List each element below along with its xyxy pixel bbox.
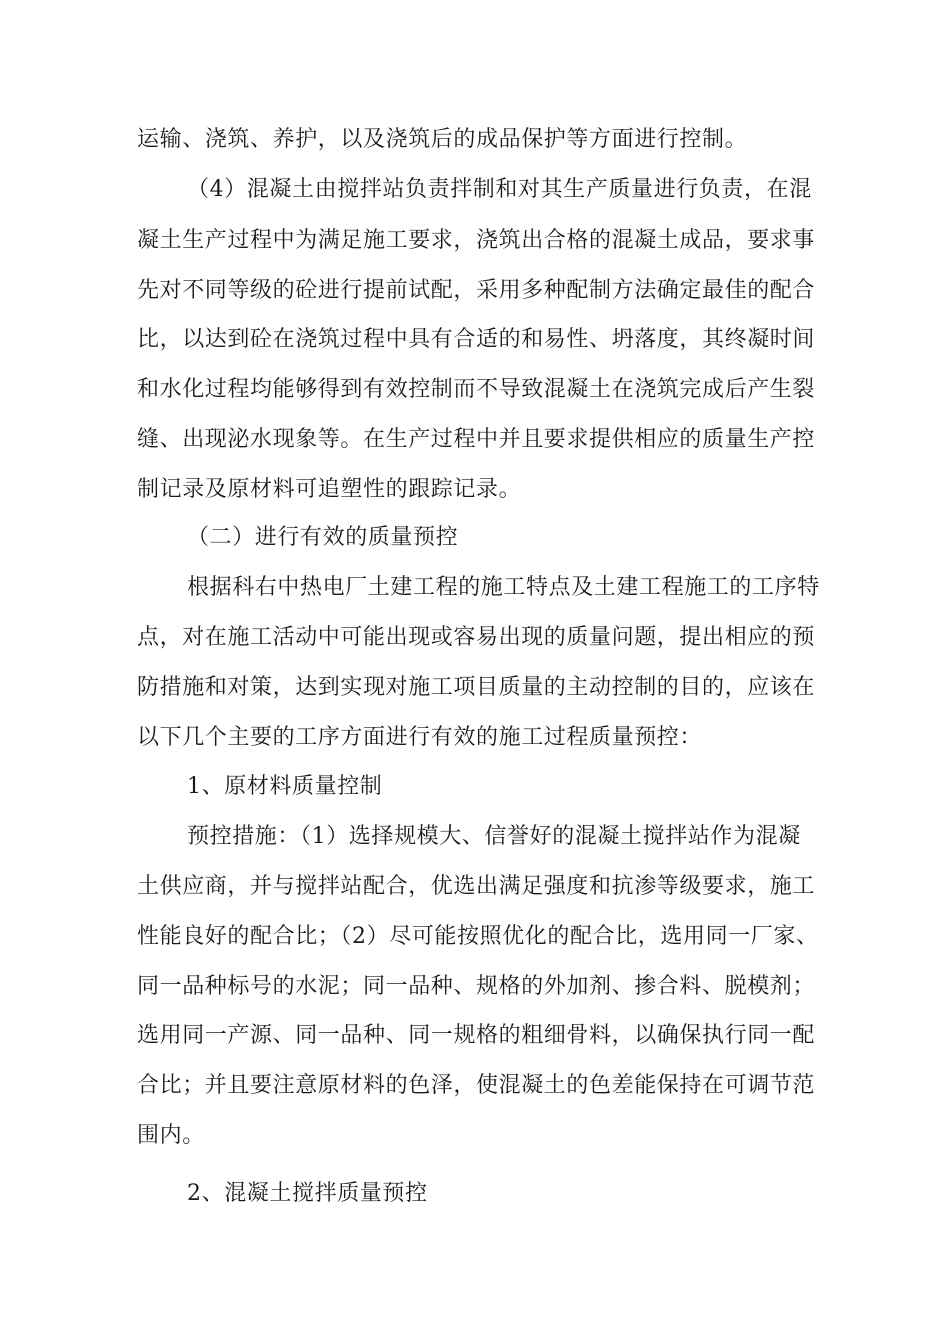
paragraph-line: 以下几个主要的工序方面进行有效的施工过程质量预控： [137, 725, 703, 750]
paragraph-line: 同一品种标号的水泥；同一品种、规格的外加剂、掺合料、脱模剂； [137, 974, 816, 999]
paragraph-line: 制记录及原材料可追塑性的跟踪记录。 [137, 477, 522, 502]
subsection-heading: 2、混凝土搅拌质量预控 [187, 1181, 428, 1206]
paragraph-line: 合比；并且要注意原材料的色泽，使混凝土的色差能保持在可调节范 [137, 1073, 816, 1098]
paragraph-line: 凝土生产过程中为满足施工要求，浇筑出合格的混凝土成品，要求事 [137, 228, 816, 253]
subsection-heading: 1、原材料质量控制 [187, 774, 383, 799]
paragraph-line: 根据科右中热电厂土建工程的施工特点及土建工程施工的工序特 [187, 575, 820, 600]
paragraph-line: 运输、浇筑、养护，以及浇筑后的成品保护等方面进行控制。 [137, 127, 748, 152]
paragraph-line: 缝、出现泌水现象等。在生产过程中并且要求提供相应的质量生产控 [137, 427, 816, 452]
paragraph-line: 性能良好的配合比；（2）尽可能按照优化的配合比，选用同一厂家、 [137, 924, 819, 949]
paragraph-line: 土供应商，并与搅拌站配合，优选出满足强度和抗渗等级要求，施工 [137, 874, 816, 899]
paragraph-line: 比，以达到砼在浇筑过程中具有合适的和易性、坍落度，其终凝时间 [137, 327, 816, 352]
paragraph-line: 防措施和对策，达到实现对施工项目质量的主动控制的目的，应该在 [137, 675, 816, 700]
paragraph-line: 点，对在施工活动中可能出现或容易出现的质量问题，提出相应的预 [137, 625, 816, 650]
paragraph-line: 选用同一产源、同一品种、同一规格的粗细骨料，以确保执行同一配 [137, 1023, 816, 1048]
paragraph-line: 先对不同等级的砼进行提前试配，采用多种配制方法确定最佳的配合 [137, 278, 816, 303]
paragraph-line: 预控措施：（1）选择规模大、信誉好的混凝土搅拌站作为混凝 [187, 824, 801, 849]
paragraph-line: 和水化过程均能够得到有效控制而不导致混凝土在浇筑完成后产生裂 [137, 377, 816, 402]
paragraph-line: 围内。 [137, 1123, 205, 1148]
section-heading: （二）进行有效的质量预控 [187, 525, 459, 550]
paragraph-line: （4）混凝土由搅拌站负责拌制和对其生产质量进行负责，在混 [187, 177, 812, 202]
